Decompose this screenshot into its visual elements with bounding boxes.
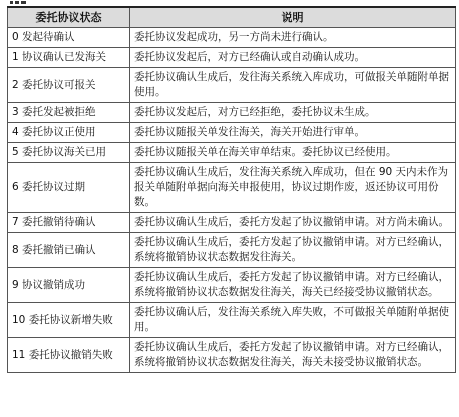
- status-cell: 11 委托协议撤销失败: [8, 338, 130, 373]
- cropped-text-fragment: [10, 0, 28, 5]
- description-cell: 委托协议发起后，对方已经拒绝，委托协议未生成。: [130, 103, 456, 123]
- table-row: [8, 48, 456, 68]
- agreement-status-table: [7, 6, 456, 373]
- description-cell: 委托协议随报关单在海关审单结束。委托协议已经使用。: [130, 143, 456, 163]
- table-row: [8, 268, 456, 303]
- table-header: [8, 7, 456, 28]
- table-row: [8, 143, 456, 163]
- description-cell: 委托协议确认生成后，发往海关系统入库成功，可做报关单随附单据使用。: [130, 68, 456, 103]
- table-row: [8, 103, 456, 123]
- status-cell: 5 委托协议海关已用: [8, 143, 130, 163]
- table-row: [8, 163, 456, 213]
- table-row: [8, 68, 456, 103]
- header-status: 委托协议状态: [8, 7, 130, 28]
- table-row: [8, 303, 456, 338]
- description-cell: 委托协议确认生成后，发往海关系统入库成功，但在 90 天内未作为报关单随附单据向海关申报使用，协议过期作废，返还协议可用份数。: [130, 163, 456, 213]
- status-cell: 4 委托协议正使用: [8, 123, 130, 143]
- description-cell: 委托协议确认后，发往海关系统入库失败，不可做报关单随附单据使用。: [130, 303, 456, 338]
- description-cell: 委托协议确认生成后，委托方发起了协议撤销申请。对方已经确认，系统将撤销协议状态数据发往海关，海关未接受协议撤销状态。: [130, 338, 456, 373]
- table-row: [8, 233, 456, 268]
- description-cell: 委托协议确认生成后，委托方发起了协议撤销申请。对方尚未确认。: [130, 213, 456, 233]
- description-cell: 委托协议发起后，对方已经确认或自动确认成功。: [130, 48, 456, 68]
- status-cell: 9 协议撤销成功: [8, 268, 130, 303]
- status-cell: 10 委托协议新增失败: [8, 303, 130, 338]
- description-cell: 委托协议确认生成后，委托方发起了协议撤销申请。对方已经确认，系统将撤销协议状态数据发往海关。: [130, 233, 456, 268]
- status-cell: 6 委托协议过期: [8, 163, 130, 213]
- description-cell: 委托协议确认生成后，委托方发起了协议撤销申请。对方已经确认，系统将撤销协议状态数据发往海关，海关已经接受协议撤销状态。: [130, 268, 456, 303]
- status-cell: 2 委托协议可报关: [8, 68, 130, 103]
- header-row: [8, 7, 456, 28]
- table-row: [8, 338, 456, 373]
- table-row: [8, 213, 456, 233]
- table-row: [8, 28, 456, 48]
- description-cell: 委托协议发起成功，另一方尚未进行确认。: [130, 28, 456, 48]
- status-cell: 7 委托撤销待确认: [8, 213, 130, 233]
- status-cell: 3 委托发起被拒绝: [8, 103, 130, 123]
- description-cell: 委托协议随报关单发往海关，海关开始进行审单。: [130, 123, 456, 143]
- table-body: [8, 28, 456, 373]
- status-cell: 0 发起待确认: [8, 28, 130, 48]
- header-description: 说明: [130, 7, 456, 28]
- table-row: [8, 123, 456, 143]
- status-cell: 1 协议确认已发海关: [8, 48, 130, 68]
- status-cell: 8 委托撤销已确认: [8, 233, 130, 268]
